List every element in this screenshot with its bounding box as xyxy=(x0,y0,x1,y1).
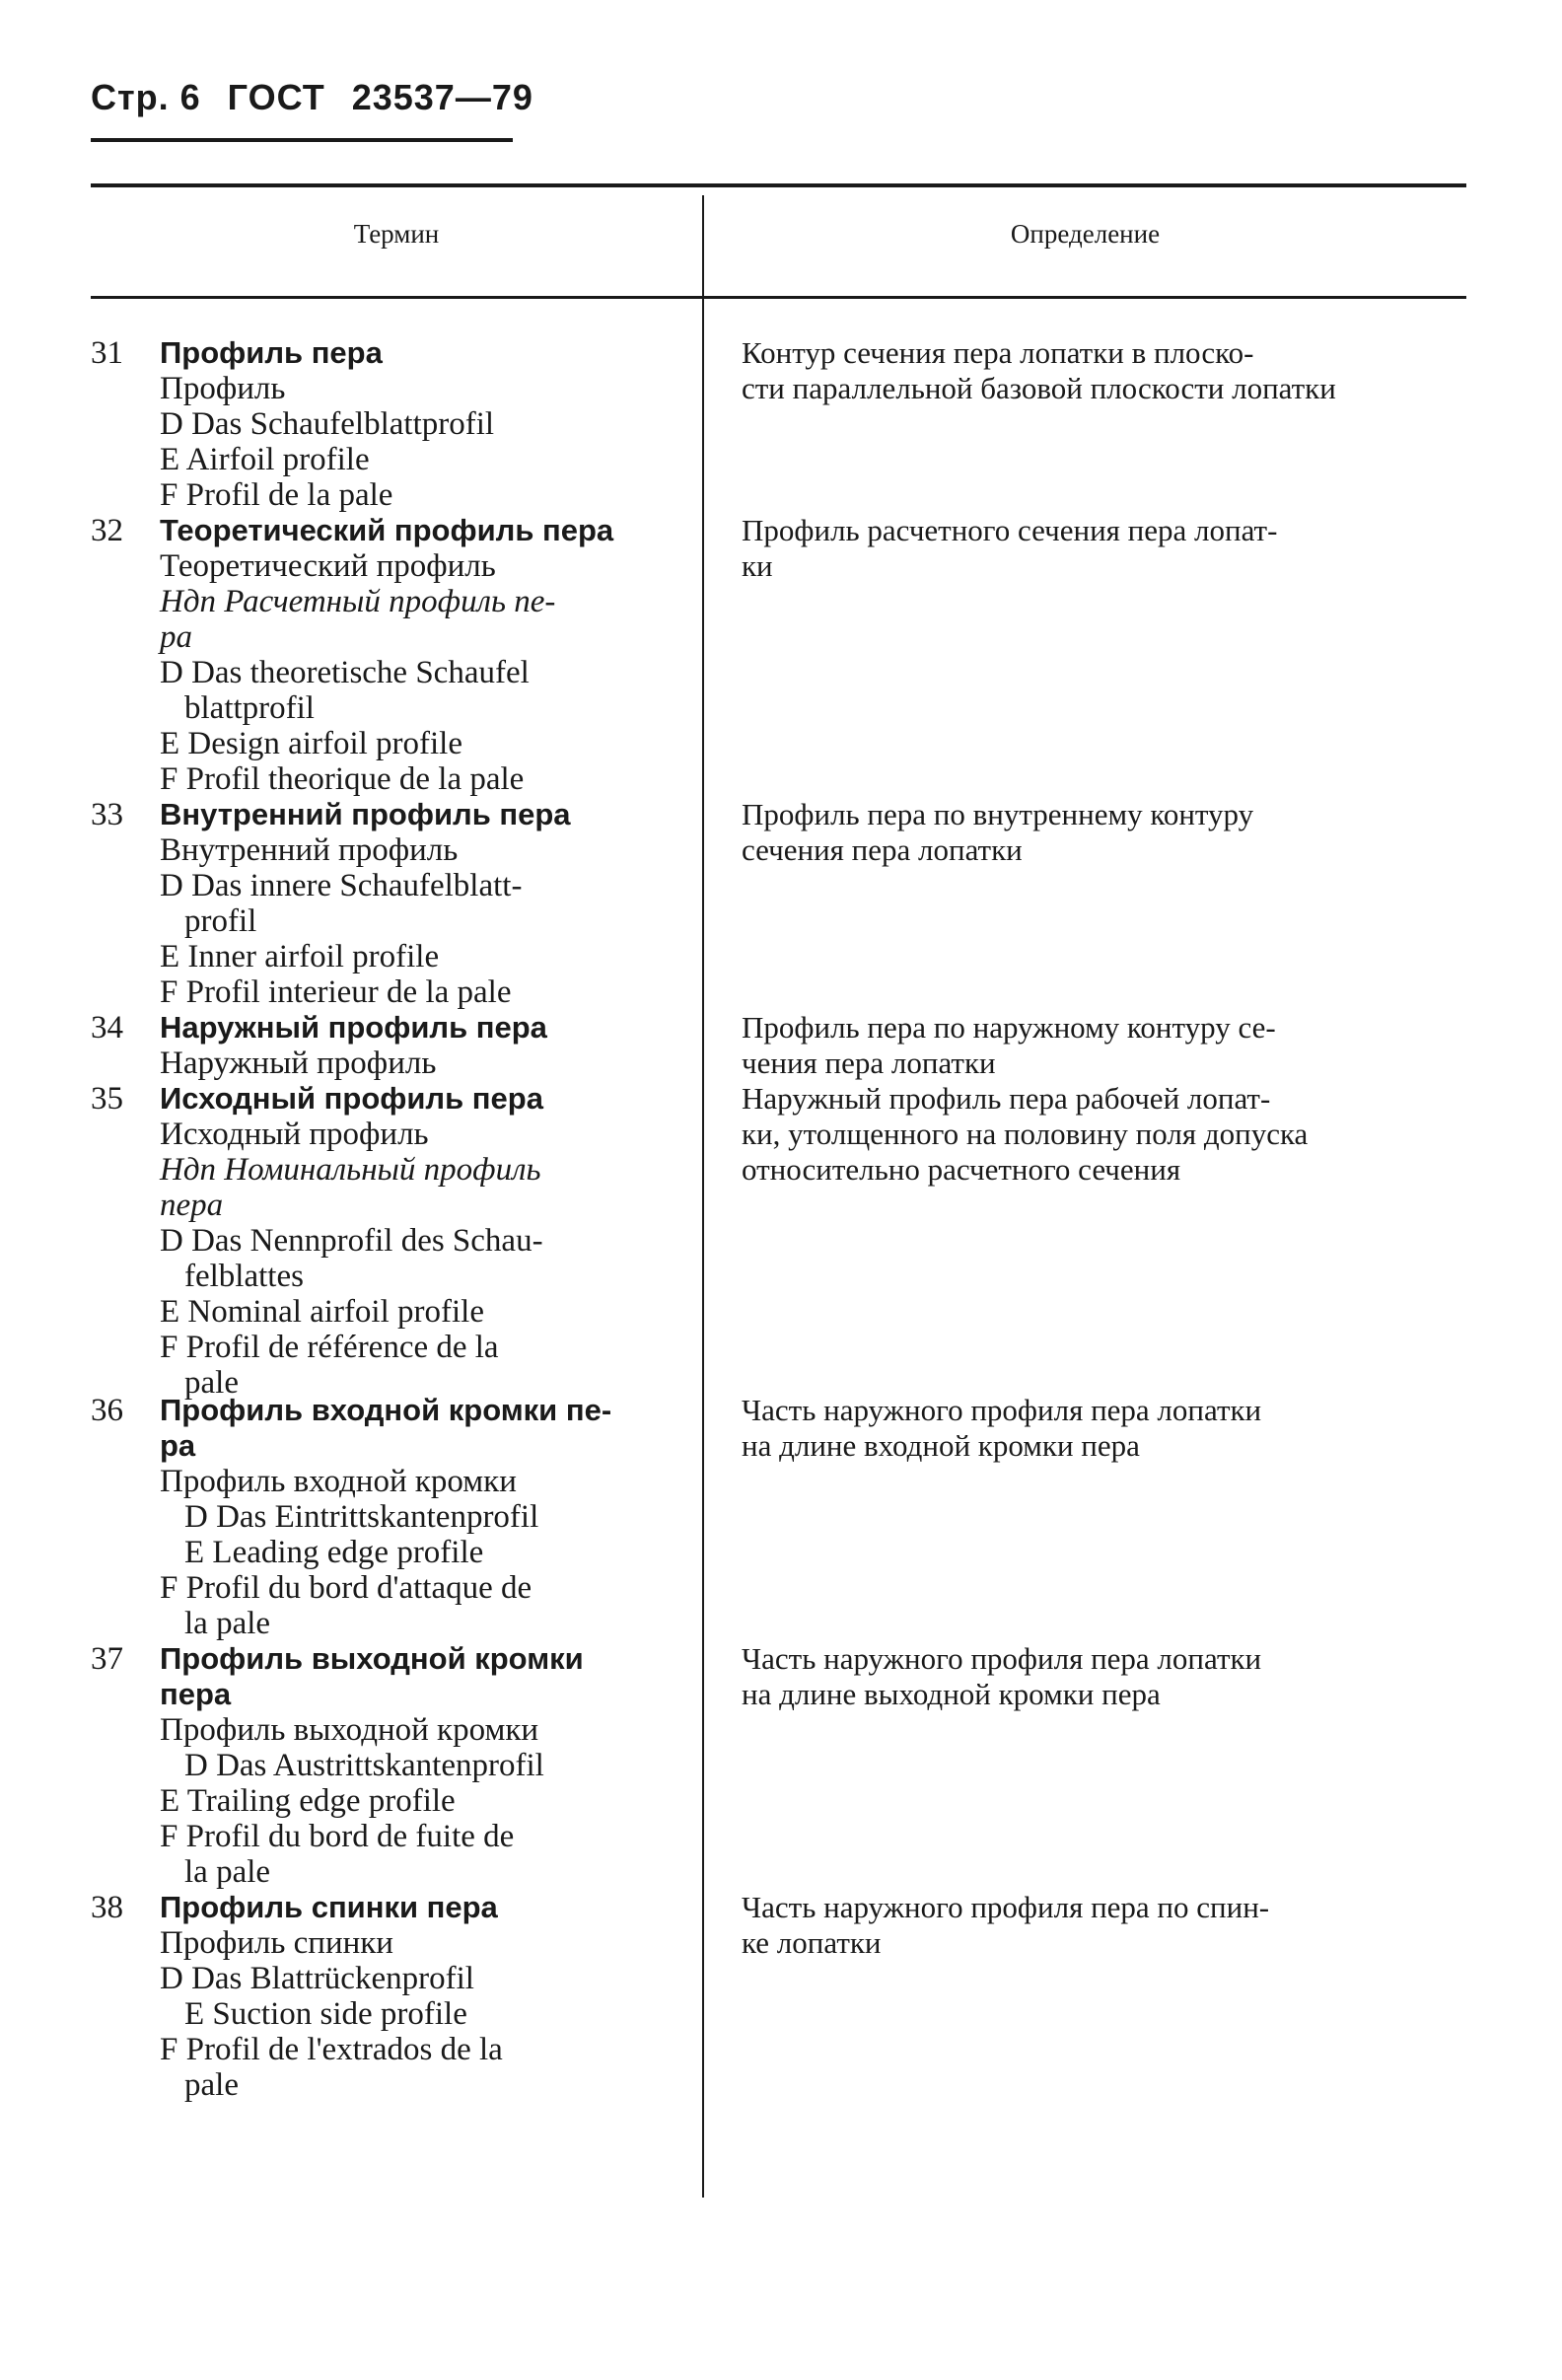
term-title: Профиль входной кромки пе- xyxy=(160,1393,612,1427)
definition-line: сечения пера лопатки xyxy=(742,832,1023,867)
term-line: Исходный профиль xyxy=(160,1117,429,1152)
definition-cell xyxy=(742,1641,1466,1712)
term-number: 31 xyxy=(91,335,123,371)
term-line: F Profil du bord de fuite de xyxy=(160,1819,515,1854)
definition-cell xyxy=(742,335,1466,406)
term-line: D Das Schaufelblattprofil xyxy=(160,406,495,442)
term-line: пера xyxy=(160,1188,224,1223)
term-line: pale xyxy=(184,2067,239,2103)
term-number: 37 xyxy=(91,1641,123,1677)
term-title: Профиль пера xyxy=(160,335,383,370)
term-line: E Design airfoil profile xyxy=(160,726,462,761)
term-line: Внутренний профиль xyxy=(160,832,459,868)
term-line: E Leading edge profile xyxy=(184,1535,484,1570)
term-title: Профиль выходной кромки xyxy=(160,1641,584,1676)
header-underline xyxy=(91,138,513,142)
term-line: la pale xyxy=(184,1854,271,1890)
term-title: Теоретический профиль пера xyxy=(160,513,614,547)
standard-label: ГОСТ xyxy=(227,77,325,117)
definition-cell xyxy=(742,1393,1466,1464)
definition-line: Профиль пера по наружному контуру се- xyxy=(742,1010,1276,1045)
term-line: E Trailing edge profile xyxy=(160,1783,456,1819)
term-line: F Profil de l'extrados de la xyxy=(160,2032,503,2067)
definition-cell xyxy=(742,1010,1466,1081)
term-line: ра xyxy=(160,1428,196,1463)
term-line: la pale xyxy=(184,1606,271,1641)
page-header xyxy=(91,77,549,118)
term-title: Исходный профиль пера xyxy=(160,1081,543,1116)
definition-line: Контур сечения пера лопатки в плоско- xyxy=(742,335,1254,370)
term-line: пера xyxy=(160,1677,232,1711)
term-number: 36 xyxy=(91,1393,123,1428)
term-line: blattprofil xyxy=(184,690,315,726)
term-line: Наружный профиль xyxy=(160,1046,437,1081)
term-line: Теоретический профиль xyxy=(160,548,496,584)
term-line: E Suction side profile xyxy=(184,1996,467,2032)
term-line: profil xyxy=(184,903,257,939)
term-line: F Profil interieur de la pale xyxy=(160,974,512,1010)
term-line: D Das Nennprofil des Schau- xyxy=(160,1223,543,1259)
term-line: D Das Austrittskantenprofil xyxy=(184,1748,544,1783)
definition-cell xyxy=(742,513,1466,584)
definition-line: Часть наружного профиля пера лопатки xyxy=(742,1393,1262,1427)
term-line: F Profil du bord d'attaque de xyxy=(160,1570,532,1606)
term-line: D Das innere Schaufelblatt- xyxy=(160,868,523,903)
term-number: 32 xyxy=(91,513,123,548)
term-title: Наружный профиль пера xyxy=(160,1010,547,1045)
definition-line: ки, утолщенного на половину поля допуска xyxy=(742,1117,1309,1151)
term-line: F Profil de référence de la xyxy=(160,1330,499,1365)
term-line: Профиль xyxy=(160,371,286,406)
term-line: felblattes xyxy=(184,1259,304,1294)
term-line: F Profil de la pale xyxy=(160,477,393,513)
definition-line: Профиль пера по внутреннему контуру xyxy=(742,797,1254,831)
term-line: F Profil theorique de la pale xyxy=(160,761,525,797)
term-title: Профиль спинки пера xyxy=(160,1890,498,1924)
term-number: 34 xyxy=(91,1010,123,1046)
definition-line: чения пера лопатки xyxy=(742,1046,996,1080)
term-line: E Inner airfoil profile xyxy=(160,939,440,974)
term-line: Профиль выходной кромки xyxy=(160,1712,539,1748)
term-line: Ндп Расчетный профиль пе- xyxy=(160,584,556,619)
table-top-rule xyxy=(91,183,1466,187)
definition-cell xyxy=(742,1890,1466,1961)
definition-line: Часть наружного профиля пера лопатки xyxy=(742,1641,1262,1676)
column-divider xyxy=(702,195,704,2198)
term-number: 38 xyxy=(91,1890,123,1925)
table-header-rule xyxy=(91,296,1466,299)
standard-number: 23537—79 xyxy=(351,77,533,117)
term-number: 33 xyxy=(91,797,123,832)
column-header-term: Термин xyxy=(353,219,440,249)
term-line: D Das theoretische Schaufel xyxy=(160,655,530,690)
column-header-definition: Определение xyxy=(1010,219,1161,249)
definition-cell xyxy=(742,1081,1466,1188)
definition-line: ке лопатки xyxy=(742,1925,882,1960)
definition-line: Наружный профиль пера рабочей лопат- xyxy=(742,1081,1271,1116)
term-line: D Das Eintrittskantenprofil xyxy=(184,1499,539,1535)
term-line: Ндп Номинальный профиль xyxy=(160,1152,541,1188)
definition-line: ки xyxy=(742,548,773,583)
term-line: E Airfoil profile xyxy=(160,442,370,477)
term-line: pale xyxy=(184,1365,239,1401)
definition-line: на длине входной кромки пера xyxy=(742,1428,1140,1463)
term-number: 35 xyxy=(91,1081,123,1117)
term-line: Профиль входной кромки xyxy=(160,1464,517,1499)
definition-line: на длине выходной кромки пера xyxy=(742,1677,1161,1711)
term-line: Профиль спинки xyxy=(160,1925,393,1961)
definition-line: Часть наружного профиля пера по спин- xyxy=(742,1890,1270,1924)
page-number: Стр. 6 xyxy=(91,77,201,117)
term-title: Внутренний профиль пера xyxy=(160,797,571,831)
definition-line: Профиль расчетного сечения пера лопат- xyxy=(742,513,1278,547)
definition-line: сти параллельной базовой плоскости лопатки xyxy=(742,371,1336,405)
term-line: D Das Blattrückenprofil xyxy=(160,1961,474,1996)
term-line: ра xyxy=(160,619,192,655)
definition-cell xyxy=(742,797,1466,868)
definition-line: относительно расчетного сечения xyxy=(742,1152,1181,1187)
term-line: E Nominal airfoil profile xyxy=(160,1294,484,1330)
